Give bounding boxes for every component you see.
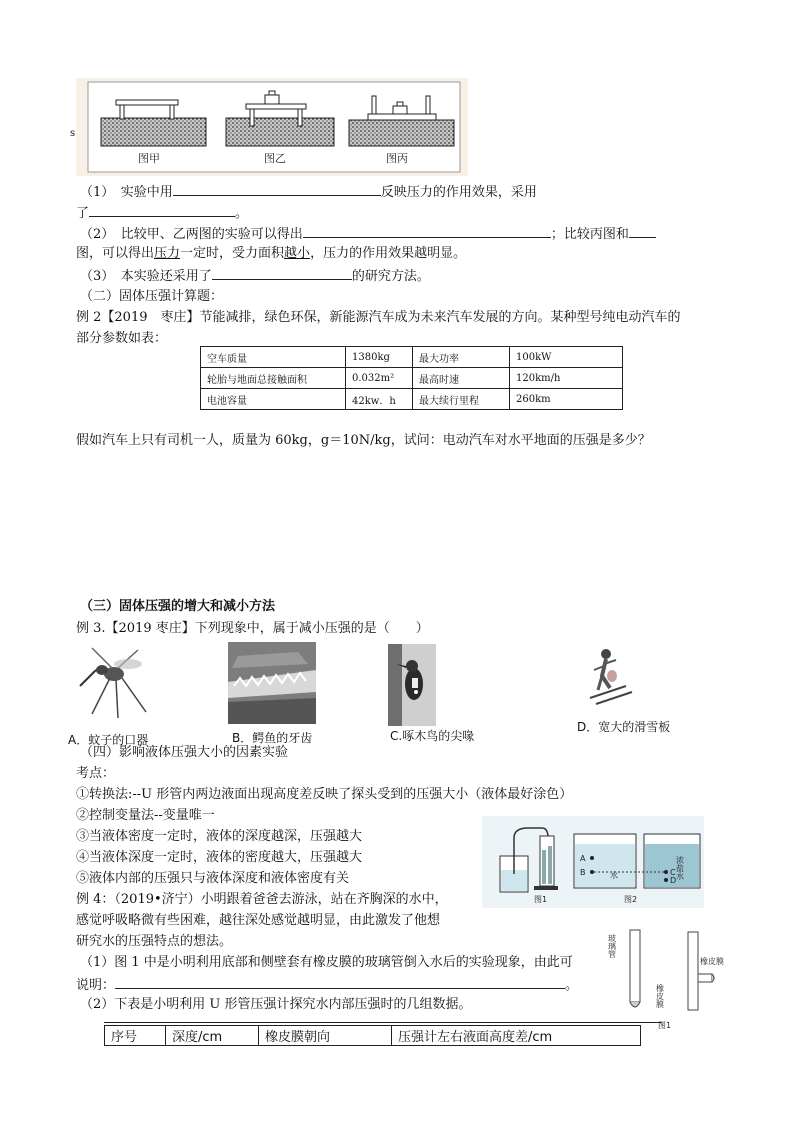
label-bing: 图丙 xyxy=(386,152,408,165)
kaodian-item-2: ②控制变量法--变量唯一 xyxy=(76,808,215,823)
kaodian-item-5: ⑤液体内部的压强只与液体深度和液体密度有关 xyxy=(76,871,350,886)
glass-label: 玻璃管 xyxy=(607,934,617,958)
table-cell: 1380kg xyxy=(346,347,413,368)
table-row xyxy=(201,389,623,410)
example-4-q1-line2 xyxy=(76,975,578,994)
crocodile-image xyxy=(228,642,316,724)
kaodian-item-4: ④当液体深度一定时，液体的密度越大，压强越大 xyxy=(76,850,363,865)
label-yi: 图乙 xyxy=(264,152,286,165)
q1-text-a: 实验中用 xyxy=(120,185,173,200)
q2-text-end: ，压力的作用效果越明显。 xyxy=(310,246,467,261)
point-d: D xyxy=(670,876,677,885)
rubber-label-2: 橡皮膜 xyxy=(700,957,724,966)
q1-text-c: 了 xyxy=(76,206,90,221)
q2-text-c: 图，可以得出 xyxy=(76,246,155,261)
section-3-heading: （三）固体压强的增大和减小方法 xyxy=(80,599,276,614)
q1-line1 xyxy=(80,182,537,201)
kaodian-title: 考点： xyxy=(76,766,116,781)
mosquito-image xyxy=(72,642,154,720)
table-cell: 0.032m² xyxy=(346,368,413,389)
header-cell: 深度/cm xyxy=(166,1026,259,1046)
q1-text-b: 反映压力的作用效果，采用 xyxy=(380,185,537,200)
q1-number: （1） xyxy=(80,185,108,200)
rubber-label-1: 橡皮膜 xyxy=(655,984,665,1008)
q2-underlined-pressure: 压力 xyxy=(154,246,181,261)
table-cell: 最高时速 xyxy=(413,368,510,389)
table-cell: 260km xyxy=(510,389,623,410)
q1b-end: 。 xyxy=(565,978,579,993)
option-a[interactable]: A．蚊子的口器 xyxy=(68,733,149,747)
option-d[interactable]: D．宽大的滑雪板 xyxy=(577,720,671,734)
side-mark: s xyxy=(70,128,76,139)
point-c: C xyxy=(670,868,676,877)
header-cell: 序号 xyxy=(105,1026,166,1046)
q1-blank-1[interactable] xyxy=(173,182,381,196)
q1-blank-2[interactable] xyxy=(89,203,235,217)
q2-line2 xyxy=(76,245,466,262)
water-label: 水 xyxy=(610,871,618,880)
q2-text-a: 比较甲、乙两图的实验可以得出 xyxy=(120,227,303,242)
fig2-label: 图2 xyxy=(624,895,638,904)
section-4-heading: （四）影响液体压强大小的因素实验 xyxy=(80,745,289,760)
q3-text-a: 本实验还采用了 xyxy=(120,269,212,284)
table-cell: 42kw．h xyxy=(346,389,413,410)
table-header-row xyxy=(105,1026,641,1046)
salt-water-label: 浓盐水 xyxy=(675,856,685,880)
option-b[interactable]: B．鳄鱼的牙齿 xyxy=(232,731,313,745)
q1-text-d: 。 xyxy=(235,206,249,221)
woodpecker-image xyxy=(384,644,436,726)
kaodian-item-3: ③当液体密度一定时，液体的深度越深，压强越大 xyxy=(76,829,363,844)
example-4-q1-line1: （1）图 1 中是小明利用底部和侧壁套有橡皮膜的玻璃管倒入水后的实验现象，由此可 xyxy=(80,955,573,970)
q2-line1 xyxy=(80,224,656,243)
q2-blank-2[interactable] xyxy=(629,224,656,238)
table-cell: 最大功率 xyxy=(413,347,510,368)
example-2-line1: 例 2【2019 枣庄】节能减排，绿色环保，新能源汽车成为未来汽车发展的方向。某种型号纯电动汽车的 xyxy=(76,310,681,325)
fig1-label: 图1 xyxy=(534,895,548,904)
pressure-experiment-drawing xyxy=(76,78,468,176)
car-spec-table xyxy=(200,346,623,410)
table-cell: 100kW xyxy=(510,347,623,368)
table-top-rule xyxy=(104,1022,662,1023)
q2-text-b: ；比较丙图和 xyxy=(550,227,629,242)
q3-line xyxy=(80,266,430,285)
example-4-line2: 感觉呼吸略微有些困难，越往深处感觉越明显，由此激发了他想 xyxy=(76,913,441,928)
header-cell: 压强计左右液面高度差/cm xyxy=(392,1026,641,1046)
q2-underlined-smaller: 越小 xyxy=(284,246,311,261)
section-2-heading: （二）固体压强计算题： xyxy=(80,289,224,304)
example-4-line1: 例 4：（2019•济宁）小明跟着爸爸去游泳，站在齐胸深的水中， xyxy=(76,892,448,907)
table-cell: 空车质量 xyxy=(201,347,346,368)
tube-caption: 图1 xyxy=(658,1021,672,1030)
q3-number: （3） xyxy=(80,269,108,284)
point-a: A xyxy=(580,854,586,863)
q1-line2 xyxy=(76,203,248,222)
q3-text-b: 的研究方法。 xyxy=(351,269,430,284)
example-2-question: 假如汽车上只有司机一人，质量为 60kg，g＝10N/kg，试问：电动汽车对水平地面的压强是多少？ xyxy=(76,433,651,448)
q2-blank-1[interactable] xyxy=(303,224,551,238)
header-cell: 橡皮膜朝向 xyxy=(259,1026,392,1046)
example-4-q2: （2）下表是小明利用 U 形管压强计探究水内部压强时的几组数据。 xyxy=(80,997,472,1012)
example-4-blank[interactable] xyxy=(115,975,565,989)
example-3-question: 例 3.【2019 枣庄】下列现象中，属于减小压强的是（ ） xyxy=(76,621,429,636)
table-cell: 轮胎与地面总接触面积 xyxy=(201,368,346,389)
kaodian-item-1: ①转换法:--U 形管内两边液面出现高度差反映了探头受到的压强大小（液体最好涂色） xyxy=(76,787,573,802)
table-row xyxy=(201,347,623,368)
u-tube-beaker-figure xyxy=(482,816,704,908)
pressure-experiment-figure xyxy=(76,78,468,176)
skier-image xyxy=(586,646,638,710)
example-4-line3: 研究水的压强特点的想法。 xyxy=(76,934,233,949)
point-b: B xyxy=(580,868,586,877)
q3-blank[interactable] xyxy=(212,266,352,280)
table-cell: 电池容量 xyxy=(201,389,346,410)
q2-number: （2） xyxy=(80,227,108,242)
table-row xyxy=(201,368,623,389)
label-jia: 图甲 xyxy=(138,152,160,165)
glass-tube-figure xyxy=(604,924,724,1032)
pressure-data-table xyxy=(104,1025,641,1046)
example-2-line2: 部分参数如表： xyxy=(76,331,168,346)
q2-text-mid: 一定时，受力面积 xyxy=(180,246,285,261)
q1b-text: 说明： xyxy=(76,978,116,993)
table-cell: 最大续行里程 xyxy=(413,389,510,410)
option-c[interactable]: C.啄木鸟的尖喙 xyxy=(390,729,475,743)
table-cell: 120km/h xyxy=(510,368,623,389)
